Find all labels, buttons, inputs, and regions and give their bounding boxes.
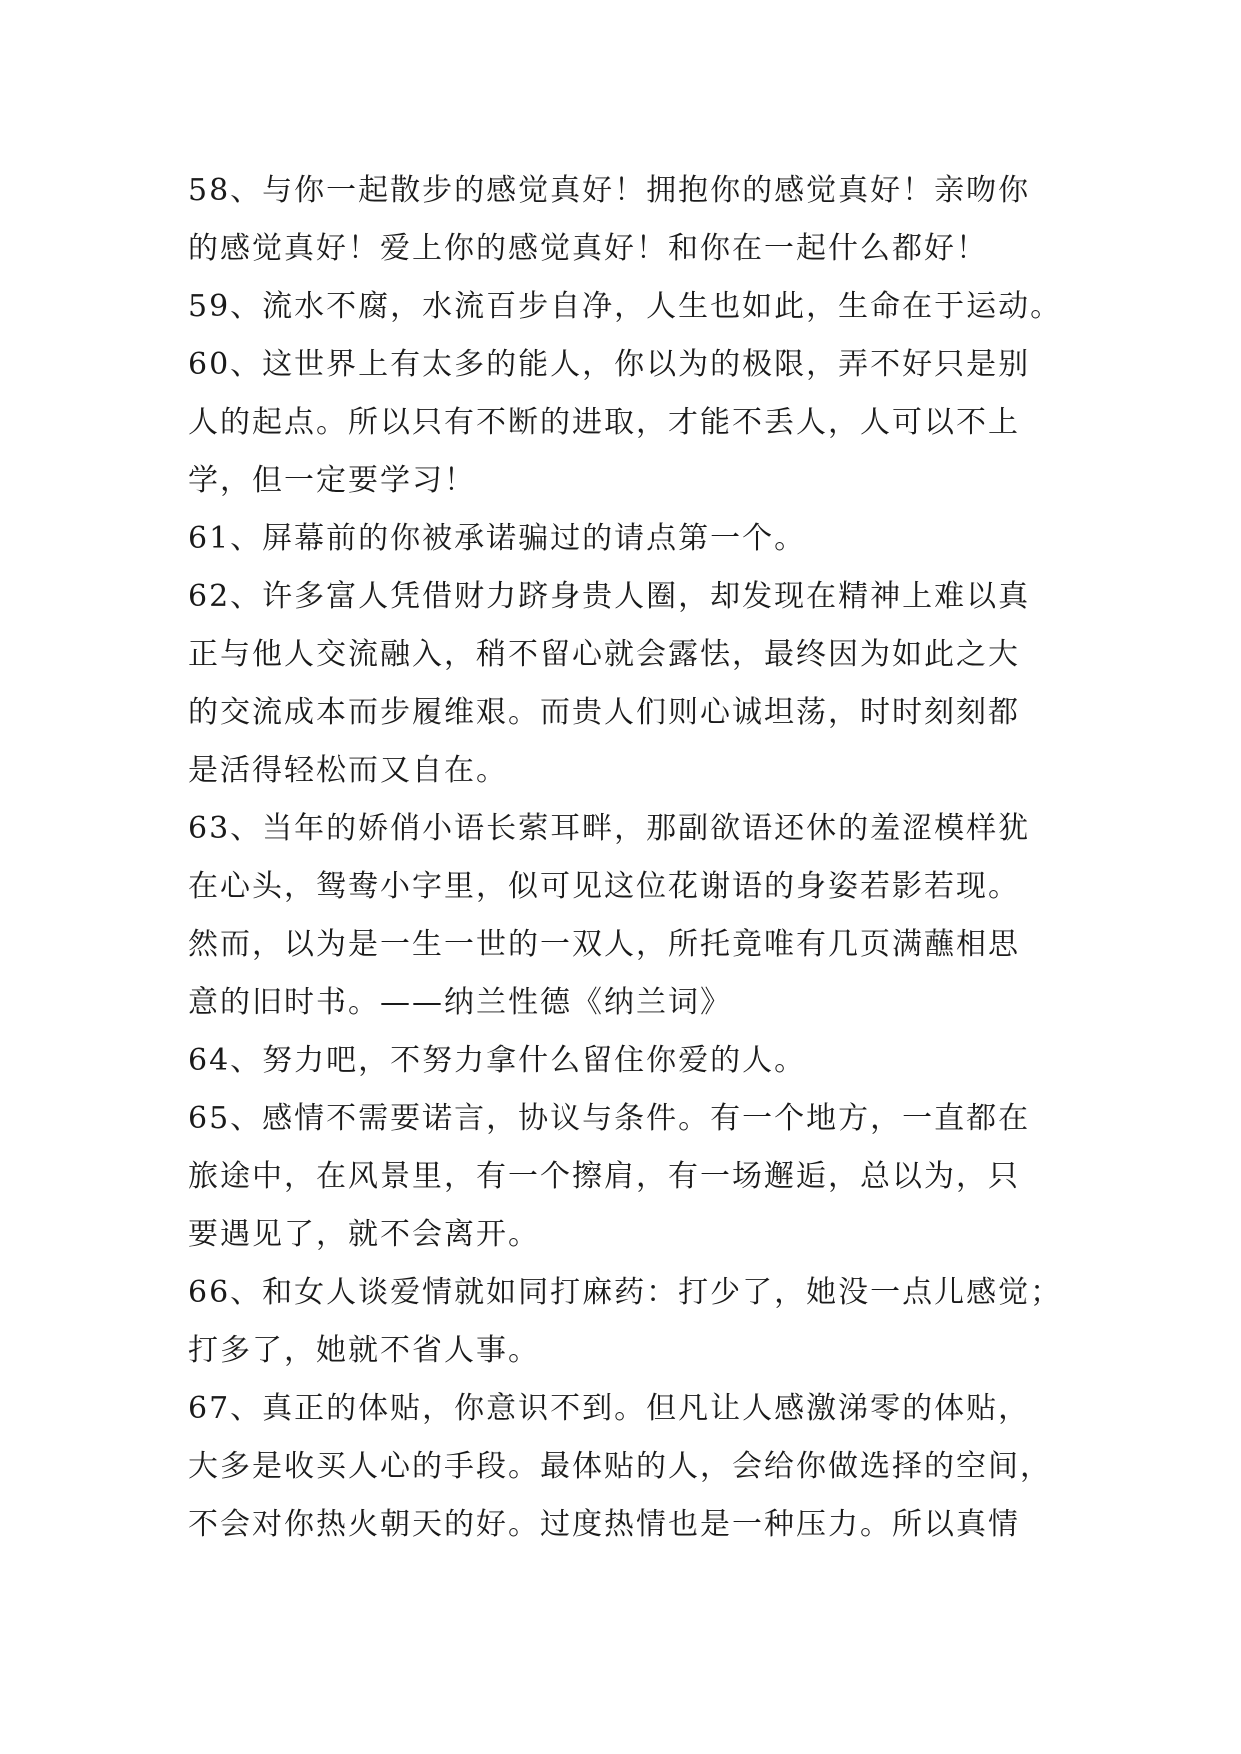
- text-line: 是活得轻松而又自在。: [188, 753, 508, 788]
- text-line: 然而，以为是一生一世的一双人，所托竟唯有几页满蘸相思: [188, 927, 1020, 962]
- text-line: 人的起点。所以只有不断的进取，才能不丢人，人可以不上: [188, 405, 1020, 440]
- text-line: 62、许多富人凭借财力跻身贵人圈，却发现在精神上难以真: [188, 579, 1031, 614]
- document-body: [188, 162, 1068, 1554]
- text-line: 60、这世界上有太多的能人，你以为的极限，弄不好只是别: [188, 347, 1031, 382]
- text-line: 58、与你一起散步的感觉真好！拥抱你的感觉真好！亲吻你: [188, 173, 1031, 208]
- text-line: 的交流成本而步履维艰。而贵人们则心诚坦荡，时时刻刻都: [188, 695, 1020, 730]
- text-line: 正与他人交流融入，稍不留心就会露怯，最终因为如此之大: [188, 637, 1020, 672]
- text-line: 大多是收买人心的手段。最体贴的人，会给你做选择的空间，: [188, 1449, 1052, 1484]
- text-line: 63、当年的娇俏小语长萦耳畔，那副欲语还休的羞涩模样犹: [188, 811, 1031, 846]
- text-line: 64、努力吧，不努力拿什么留住你爱的人。: [188, 1043, 807, 1078]
- text-line: 不会对你热火朝天的好。过度热情也是一种压力。所以真情: [188, 1507, 1020, 1542]
- text-line: 旅途中，在风景里，有一个擦肩，有一场邂逅，总以为，只: [188, 1159, 1020, 1194]
- text-line: 学，但一定要学习！: [188, 463, 476, 498]
- text-line: 打多了，她就不省人事。: [188, 1333, 540, 1368]
- text-line: 59、流水不腐，水流百步自净，人生也如此，生命在于运动。: [188, 289, 1063, 324]
- text-line: 65、感情不需要诺言，协议与条件。有一个地方，一直都在: [188, 1101, 1031, 1136]
- text-line: 要遇见了，就不会离开。: [188, 1217, 540, 1252]
- text-line: 的感觉真好！爱上你的感觉真好！和你在一起什么都好！: [188, 231, 988, 266]
- text-line: 66、和女人谈爱情就如同打麻药：打少了，她没一点儿感觉；: [188, 1275, 1063, 1310]
- text-line: 61、屏幕前的你被承诺骗过的请点第一个。: [188, 521, 807, 556]
- text-line: 意的旧时书。——纳兰性德《纳兰词》: [188, 985, 732, 1020]
- text-line: 在心头，鸳鸯小字里，似可见这位花谢语的身姿若影若现。: [188, 869, 1020, 904]
- text-line: 67、真正的体贴，你意识不到。但凡让人感激涕零的体贴，: [188, 1391, 1031, 1426]
